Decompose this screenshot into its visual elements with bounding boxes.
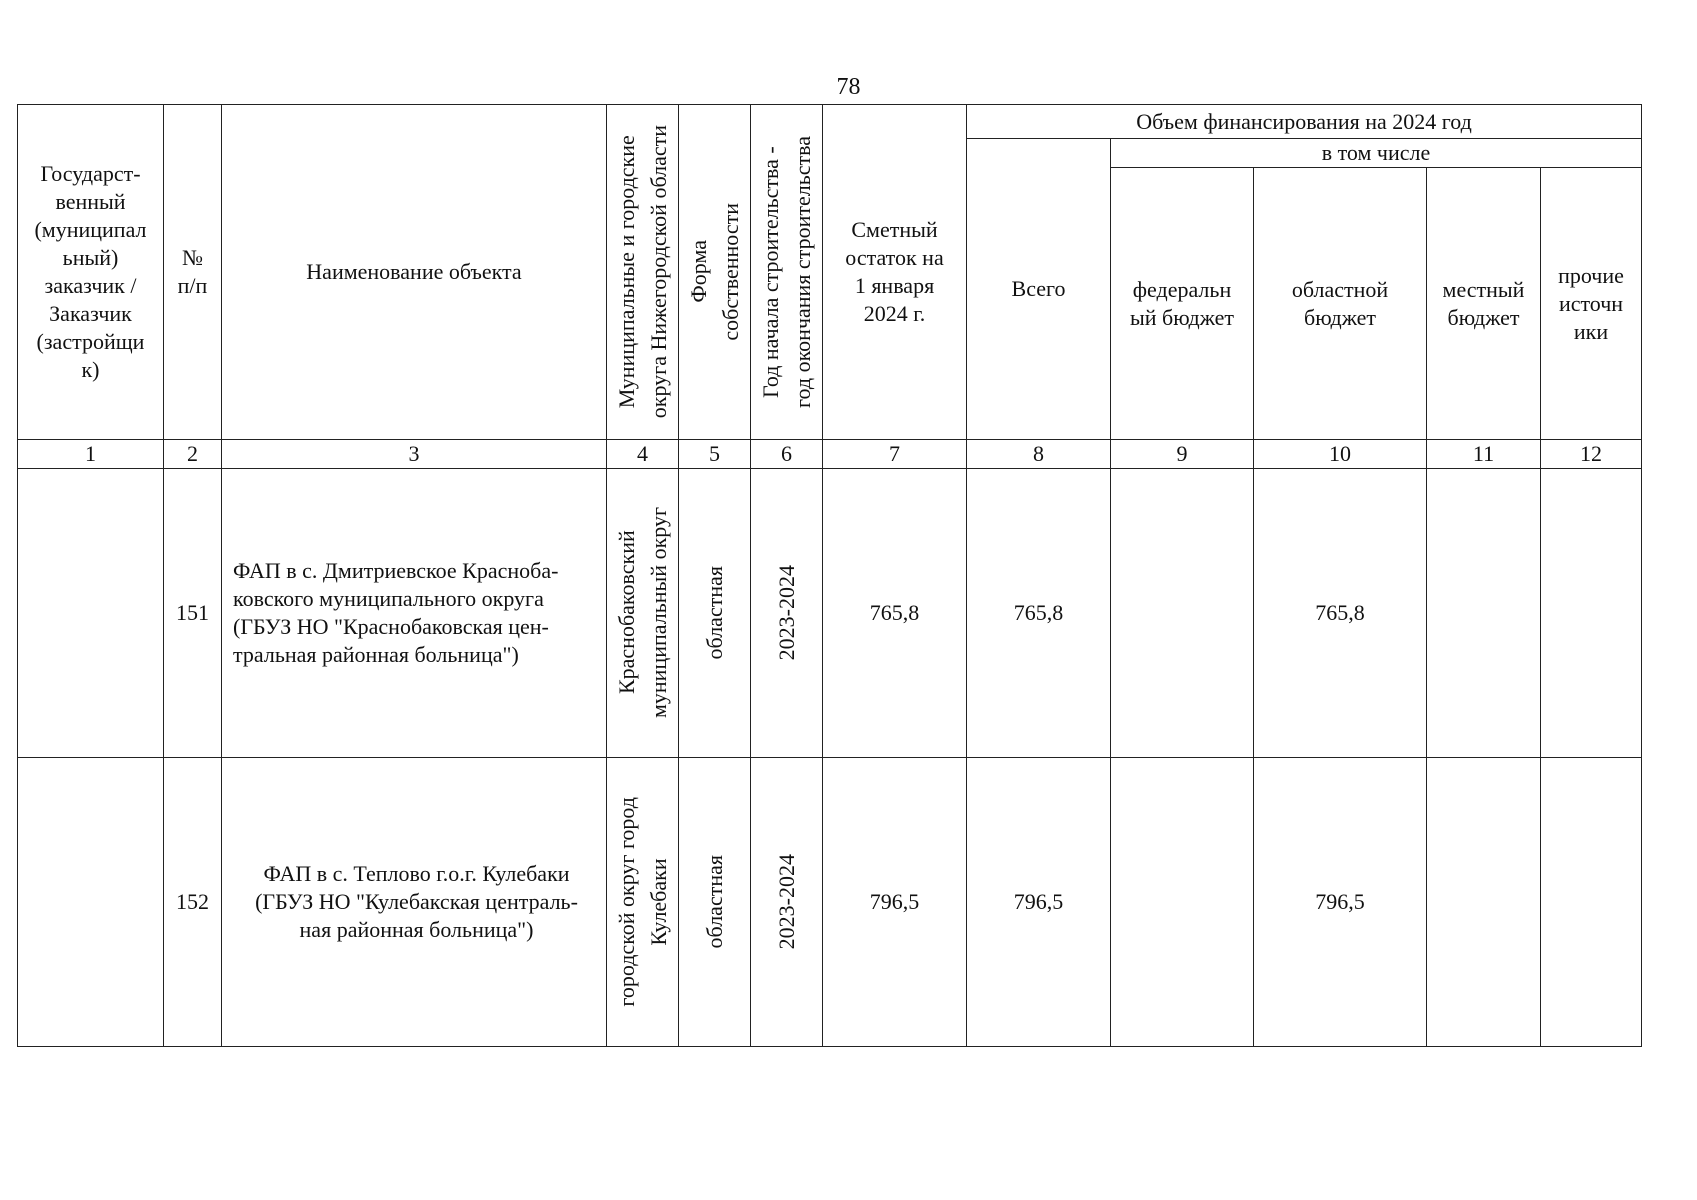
header-years <box>751 105 823 440</box>
other-cell <box>1541 758 1642 1047</box>
header-financing-group: Объем финансирования на 2024 год <box>967 105 1642 139</box>
object-name-cell: ФАП в с. Дмитриевское Красноба- ковского муниципального округа (ГБУЗ НО "Краснобаковская цен- тральная районная больница") <box>222 469 607 758</box>
ownership-cell <box>679 758 751 1047</box>
years-cell <box>751 758 823 1047</box>
federal-cell <box>1111 758 1254 1047</box>
years-text: 2023-2024 <box>773 854 799 950</box>
column-number: 3 <box>222 440 607 469</box>
column-number: 5 <box>679 440 751 469</box>
row-number-cell: 151 <box>164 469 222 758</box>
total-cell: 796,5 <box>967 758 1111 1047</box>
district-cell <box>607 469 679 758</box>
regional-cell: 796,5 <box>1254 758 1427 1047</box>
column-number: 4 <box>607 440 679 469</box>
header-local: местный бюджет <box>1427 168 1541 440</box>
page-number: 78 <box>836 74 861 100</box>
header-number: № п/п <box>164 105 222 440</box>
district-text: Краснобаковский муниципальный округ <box>613 507 671 719</box>
header-ownership-text: Форма собственности <box>685 203 743 341</box>
column-number: 10 <box>1254 440 1427 469</box>
table-row <box>18 469 1642 758</box>
local-cell <box>1427 469 1541 758</box>
header-years-text: Год начала строительства - год окончания строительства <box>757 136 815 408</box>
federal-cell <box>1111 469 1254 758</box>
header-district-text: Муниципальные и городские округа Нижегородской области <box>613 125 671 419</box>
header-including: в том числе <box>1111 139 1642 168</box>
header-district <box>607 105 679 440</box>
estimate-balance-cell: 765,8 <box>823 469 967 758</box>
header-customer: Государст- венный (муниципал ьный) заказчик / Заказчик (застройщи к) <box>18 105 164 440</box>
regional-cell: 765,8 <box>1254 469 1427 758</box>
column-number: 6 <box>751 440 823 469</box>
customer-cell <box>18 469 164 758</box>
years-cell <box>751 469 823 758</box>
header-ownership <box>679 105 751 440</box>
years-text: 2023-2024 <box>773 565 799 661</box>
column-number: 8 <box>967 440 1111 469</box>
financing-table <box>17 104 1642 1047</box>
district-text: городской округ город Кулебаки <box>613 797 671 1007</box>
column-number: 7 <box>823 440 967 469</box>
local-cell <box>1427 758 1541 1047</box>
district-cell <box>607 758 679 1047</box>
customer-cell <box>18 758 164 1047</box>
header-total: Всего <box>967 139 1111 440</box>
estimate-balance-cell: 796,5 <box>823 758 967 1047</box>
ownership-cell <box>679 469 751 758</box>
column-number: 1 <box>18 440 164 469</box>
ownership-text: областная <box>701 566 727 660</box>
column-number: 12 <box>1541 440 1642 469</box>
header-estimate-balance: Сметный остаток на 1 января 2024 г. <box>823 105 967 440</box>
column-number: 9 <box>1111 440 1254 469</box>
ownership-text: областная <box>701 855 727 949</box>
header-object-name: Наименование объекта <box>222 105 607 440</box>
object-name-cell: ФАП в с. Теплово г.о.г. Кулебаки (ГБУЗ НО "Кулебакская централь- ная районная больница") <box>222 758 607 1047</box>
row-number-cell: 152 <box>164 758 222 1047</box>
other-cell <box>1541 469 1642 758</box>
table-row <box>18 758 1642 1047</box>
header-regional: областной бюджет <box>1254 168 1427 440</box>
column-numbers-row <box>18 440 1642 469</box>
header-other: прочие источн ики <box>1541 168 1642 440</box>
total-cell: 765,8 <box>967 469 1111 758</box>
column-number: 2 <box>164 440 222 469</box>
column-number: 11 <box>1427 440 1541 469</box>
header-federal: федеральн ый бюджет <box>1111 168 1254 440</box>
